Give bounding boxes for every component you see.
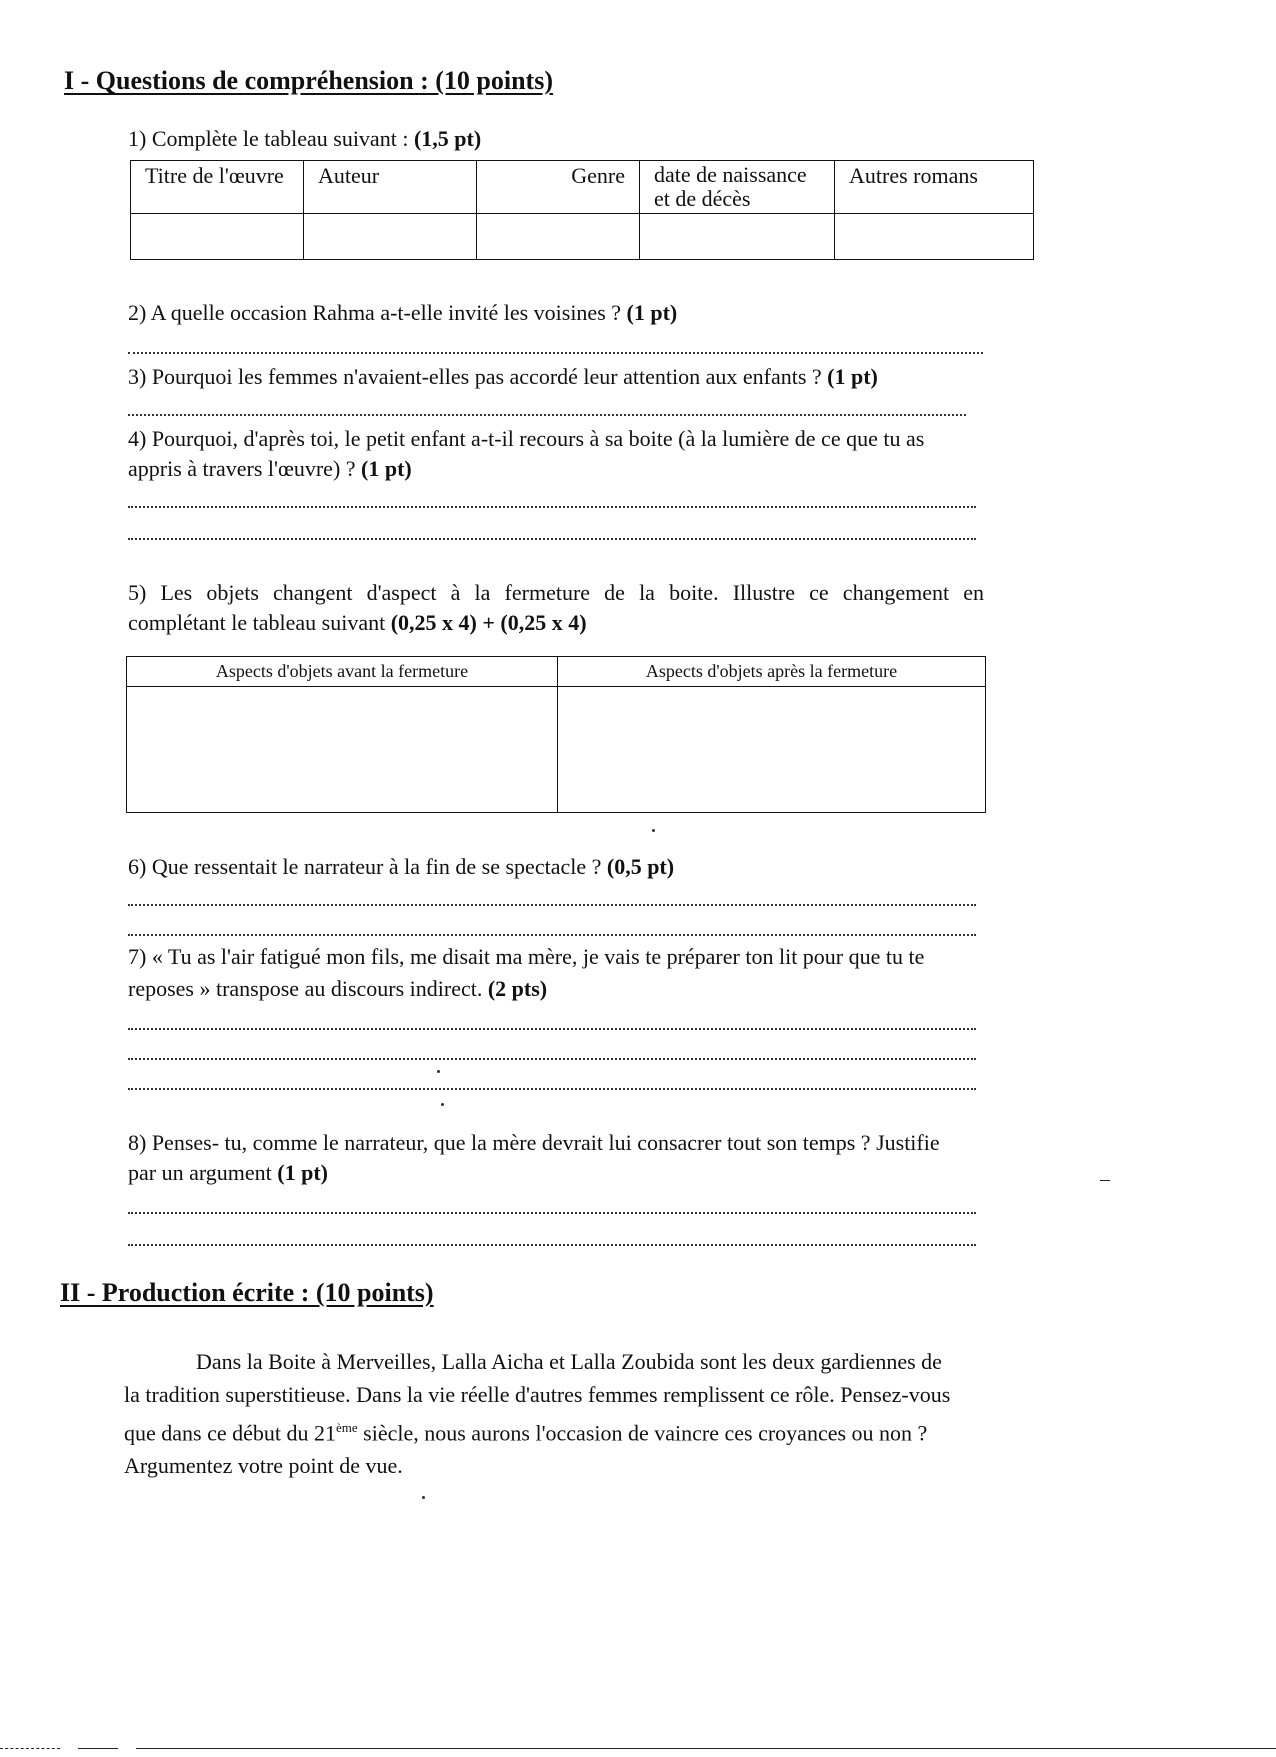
answer-line-6b[interactable] <box>128 934 976 936</box>
question-8-line-1: 8) Penses- tu, comme le narrateur, que la mère devrait lui consacrer tout son temps ? Justifie <box>128 1130 940 1155</box>
paragraph-line-3-end: siècle, nous aurons l'occasion de vaincre ces croyances ou non ? <box>357 1420 928 1446</box>
question-3 <box>128 364 878 390</box>
answer-line-2[interactable] <box>128 352 983 354</box>
table1-cell-titre[interactable] <box>131 214 304 260</box>
paragraph-line-3 <box>124 1411 986 1449</box>
table2-header-avant: Aspects d'objets avant la fermeture <box>127 657 558 687</box>
table1-header-romans: Autres romans <box>835 161 1034 214</box>
answer-line-6a[interactable] <box>128 904 976 906</box>
question-5-line-1: 5) Les objets changent d'aspect à la fermeture de la boite. Illustre ce changement en <box>128 580 984 605</box>
question-3-text: 3) Pourquoi les femmes n'avaient-elles pas accordé leur attention aux enfants ? <box>128 364 828 389</box>
question-5-table <box>126 656 986 813</box>
scan-speck <box>437 1070 440 1073</box>
table1-cell-auteur[interactable] <box>304 214 477 260</box>
question-7-line-2 <box>128 976 547 1002</box>
answer-line-8b[interactable] <box>128 1244 976 1246</box>
answer-line-4a[interactable] <box>128 506 976 508</box>
answer-line-7b[interactable] <box>128 1058 976 1060</box>
question-3-points: (1 pt) <box>827 364 878 389</box>
scan-mark <box>1100 1180 1110 1181</box>
ordinal-superscript: ème <box>336 1420 358 1435</box>
table2-cell-apres[interactable] <box>558 687 986 813</box>
question-7-text: reposes » transpose au discours indirect. <box>128 976 488 1001</box>
question-1-text: 1) Complète le tableau suivant : <box>128 126 414 151</box>
table1-header-titre: Titre de l'œuvre <box>131 161 304 214</box>
paragraph-line-2: la tradition superstitieuse. Dans la vie réelle d'autres femmes remplissent ce rôle. Pensez-vous <box>124 1382 951 1407</box>
question-7-line-1: 7) « Tu as l'air fatigué mon fils, me disait ma mère, je vais te préparer ton lit pour que tu te <box>128 944 925 969</box>
question-6-text: 6) Que ressentait le narrateur à la fin de se spectacle ? <box>128 854 607 879</box>
table1-header-auteur: Auteur <box>304 161 477 214</box>
question-2-text: 2) A quelle occasion Rahma a-t-elle invité les voisines ? <box>128 300 627 325</box>
table1-header-genre: Genre <box>477 161 640 214</box>
answer-line-7c[interactable] <box>128 1088 976 1090</box>
paragraph-line-1: Dans la Boite à Merveilles, Lalla Aicha et Lalla Zoubida sont les deux gardiennes de <box>196 1349 942 1374</box>
question-4-line-2 <box>128 456 412 482</box>
question-4-points: (1 pt) <box>361 456 412 481</box>
question-2 <box>128 300 677 326</box>
question-8-text: par un argument <box>128 1160 278 1185</box>
table2-header-apres: Aspects d'objets après la fermeture <box>558 657 986 687</box>
question-1-table <box>130 160 1034 260</box>
question-7-points: (2 pts) <box>487 976 548 1001</box>
scan-speck <box>652 829 655 832</box>
question-8-points: (1 pt) <box>277 1160 328 1185</box>
table1-header-dates: date de naissance et de décès <box>640 161 835 214</box>
table1-cell-genre[interactable] <box>477 214 640 260</box>
footer-line-left <box>0 1748 60 1749</box>
section-2-paragraph <box>124 1345 986 1482</box>
question-5-points: (0,25 x 4) + (0,25 x 4) <box>390 610 587 635</box>
question-6 <box>128 854 674 880</box>
table1-cell-romans[interactable] <box>835 214 1034 260</box>
scan-speck <box>422 1496 425 1499</box>
answer-line-7a[interactable] <box>128 1028 976 1030</box>
question-1-points: (1,5 pt) <box>413 126 482 151</box>
footer-line-mid <box>78 1748 118 1749</box>
question-2-points: (1 pt) <box>626 300 678 325</box>
table2-cell-avant[interactable] <box>127 687 558 813</box>
paragraph-line-4: Argumentez votre point de vue. <box>124 1453 403 1479</box>
table1-cell-dates[interactable] <box>640 214 835 260</box>
footer-line <box>136 1748 1276 1749</box>
question-4-text: appris à travers l'œuvre) ? <box>128 456 362 481</box>
section-2-title: II - Production écrite : (10 points) <box>60 1278 434 1307</box>
answer-line-4b[interactable] <box>128 538 976 540</box>
question-6-points: (0,5 pt) <box>606 854 675 879</box>
question-4-line-1: 4) Pourquoi, d'après toi, le petit enfant a-t-il recours à sa boite (à la lumière de ce que tu as <box>128 426 925 451</box>
section-1-title: I - Questions de compréhension : (10 points) <box>64 66 553 95</box>
scan-speck <box>441 1103 444 1106</box>
question-1 <box>128 126 481 152</box>
question-5-line-2 <box>128 610 587 636</box>
question-8-line-2 <box>128 1160 328 1186</box>
paragraph-line-3-start: que dans ce début du 21 <box>124 1420 336 1446</box>
answer-line-3[interactable] <box>128 414 966 416</box>
answer-line-8a[interactable] <box>128 1212 976 1214</box>
question-5-text: complétant le tableau suivant <box>128 610 391 635</box>
